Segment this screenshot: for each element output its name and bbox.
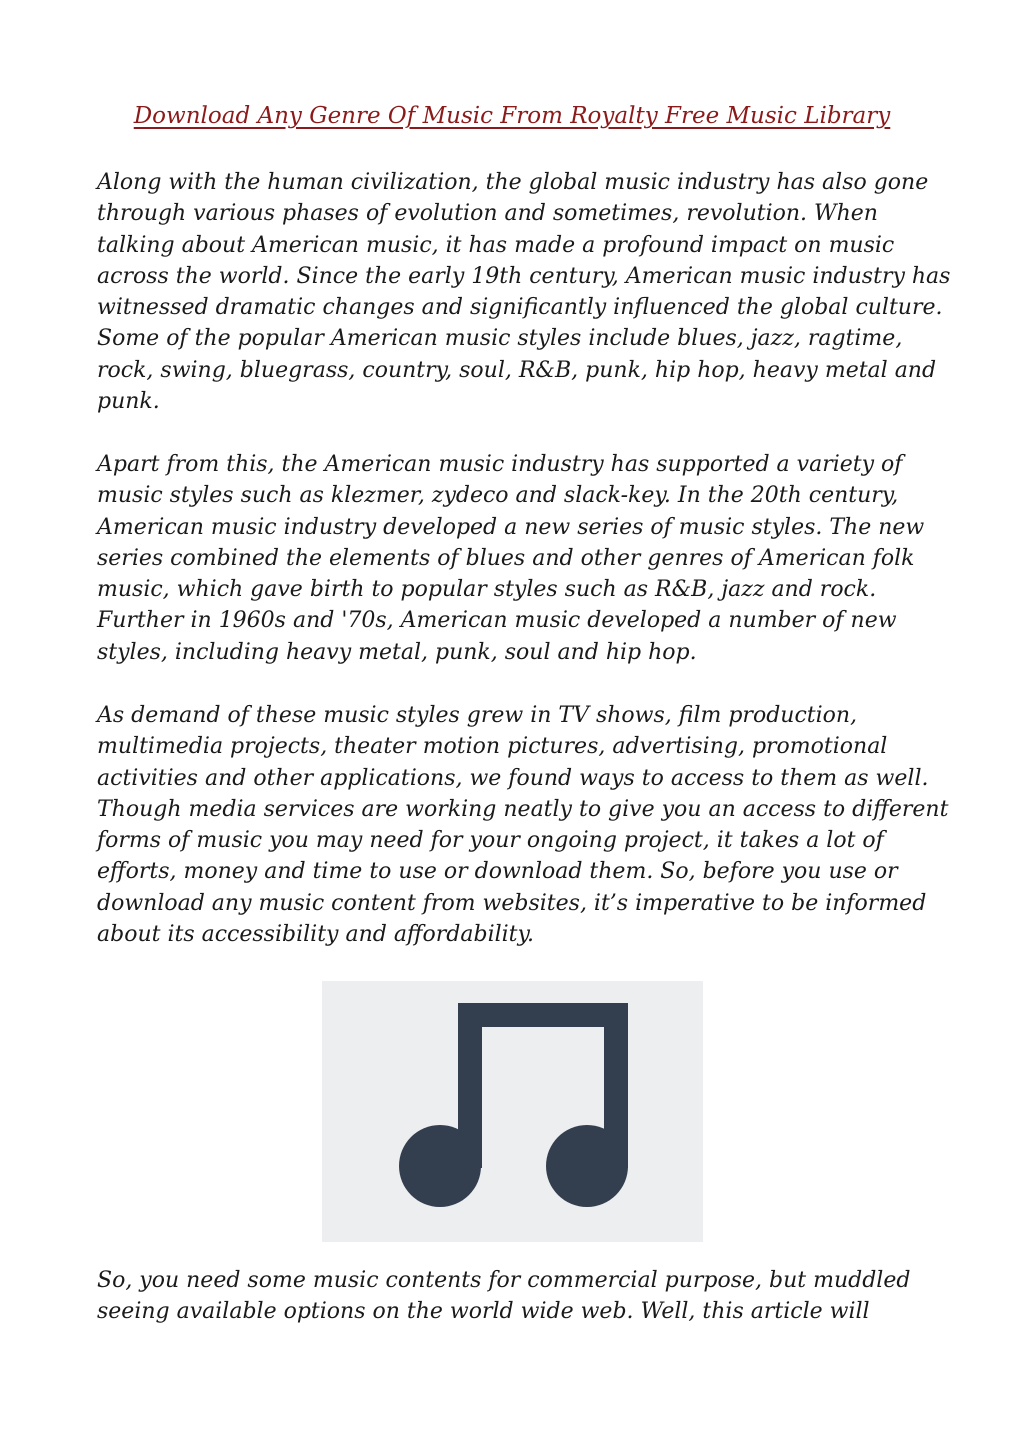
paragraph-line: As demand of these music styles grew in TV shows, film production, — [97, 703, 858, 728]
document-title: Download Any Genre Of Music From Royalty Free Music Library — [133, 103, 891, 129]
paragraph-line: American music industry developed a new series of music styles. The new — [97, 514, 925, 540]
paragraph-line: about its accessibility and affordability. — [97, 922, 535, 948]
paragraph-line: styles, including heavy metal, punk, soul and hip hop. — [97, 639, 697, 665]
paragraph-4 — [97, 1265, 937, 1328]
paragraph-line: seeing available options on the world wide web. Well, this article will — [97, 1299, 870, 1325]
paragraph-line: forms of music you may need for your ongoing project, it takes a lot of — [97, 828, 884, 854]
paragraph-2 — [97, 449, 937, 668]
paragraph-line: through various phases of evolution and sometimes, revolution. When — [97, 201, 878, 227]
paragraph-line: So, you need some music contents for commercial purpose, but muddled — [97, 1268, 911, 1293]
paragraph-line: across the world. Since the early 19th century, American music industry has — [97, 263, 951, 289]
paragraph-line: Along with the human civilization, the global music industry has also gone — [97, 170, 929, 195]
music-note-icon — [322, 981, 703, 1242]
music-note-figure — [322, 981, 703, 1242]
paragraph-line: Though media services are working neatly to give you an access to different — [97, 796, 949, 822]
paragraph-line: download any music content from websites, it’s imperative to be informed — [97, 890, 927, 916]
paragraph-line: rock, swing, bluegrass, country, soul, R&B, punk, hip hop, heavy metal and — [97, 357, 937, 383]
paragraph-line: music styles such as klezmer, zydeco and slack-key. In the 20th century, — [97, 483, 899, 509]
paragraph-line: punk. — [97, 389, 160, 415]
paragraph-line: Some of the popular American music styles include blues, jazz, ragtime, — [97, 326, 903, 352]
paragraph-line: talking about American music, it has made a profound impact on music — [97, 232, 895, 258]
paragraph-3 — [97, 700, 949, 950]
paragraph-line: series combined the elements of blues and other genres of American folk — [97, 545, 915, 571]
paragraph-line: music, which gave birth to popular styles such as R&B, jazz and rock. — [97, 577, 877, 603]
paragraph-line: activities and other applications, we found ways to access to them as well. — [97, 765, 929, 791]
paragraph-line: efforts, money and time to use or download them. So, before you use or — [97, 859, 898, 885]
paragraph-line: Apart from this, the American music industry has supported a variety of — [97, 452, 903, 477]
paragraph-line: Further in 1960s and '70s, American music developed a number of new — [97, 608, 897, 634]
paragraph-1 — [97, 167, 951, 417]
paragraph-line: multimedia projects, theater motion pictures, advertising, promotional — [97, 734, 888, 760]
paragraph-line: witnessed dramatic changes and significantly influenced the global culture. — [97, 295, 943, 321]
